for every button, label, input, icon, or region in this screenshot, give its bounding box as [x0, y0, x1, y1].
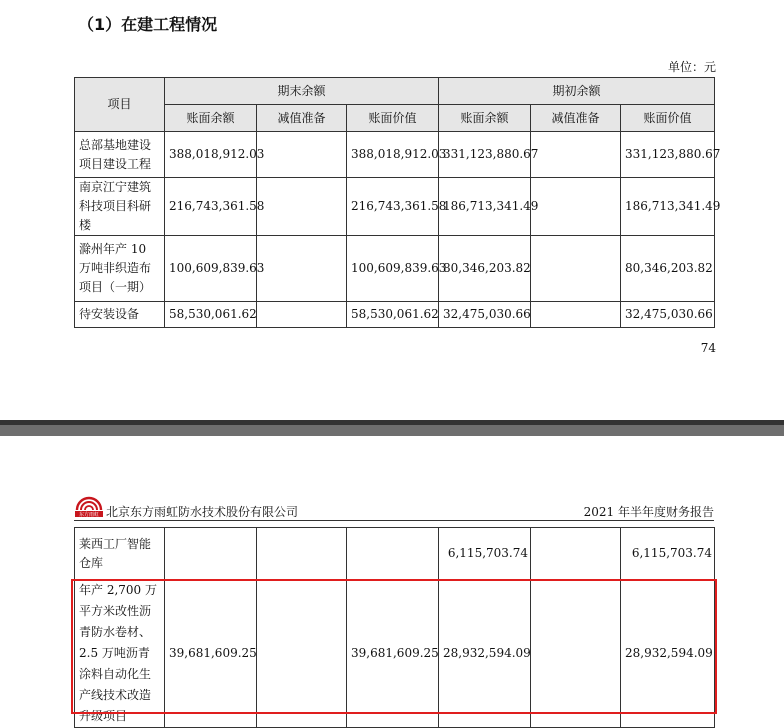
report-title: 2021 年半年度财务报告: [583, 505, 714, 519]
end-value: 388,018,912.03: [347, 132, 439, 178]
header-begin-book-balance: 账面余额: [439, 105, 531, 132]
header-item: 项目: [75, 78, 165, 132]
begin-value: 80,346,203.82: [621, 236, 715, 302]
header-end-impairment: 减值准备: [257, 105, 347, 132]
begin-impairment: [531, 580, 621, 728]
end-balance: 39,681,609.25: [165, 580, 257, 728]
company-name: 北京东方雨虹防水技术股份有限公司: [106, 505, 299, 519]
begin-value: 331,123,880.67: [621, 132, 715, 178]
end-value: 100,609,839.63: [347, 236, 439, 302]
table-row: [75, 528, 715, 580]
begin-value: 28,932,594.09: [621, 580, 715, 728]
begin-balance: 331,123,880.67: [439, 132, 531, 178]
row-name: 总部基地建设项目建设工程: [75, 132, 165, 178]
header-begin-book-value: 账面价值: [621, 105, 715, 132]
end-impairment: [257, 302, 347, 328]
construction-table-page2: [74, 527, 715, 728]
begin-impairment: [531, 132, 621, 178]
end-balance: [165, 528, 257, 580]
page-number: 74: [700, 341, 716, 355]
end-impairment: [257, 528, 347, 580]
end-balance: 388,018,912.03: [165, 132, 257, 178]
begin-balance: 32,475,030.66: [439, 302, 531, 328]
begin-value: 32,475,030.66: [621, 302, 715, 328]
end-impairment: [257, 178, 347, 236]
page-separator: [0, 420, 784, 436]
row-name: 年产 2,700 万平方米改性沥青防水卷材、2.5 万吨沥青涂料自动化生产线技术改造升级项目: [75, 580, 165, 728]
table-row: [75, 580, 715, 728]
table-row: [75, 132, 715, 178]
begin-value: 186,713,341.49: [621, 178, 715, 236]
section-title: （1）在建工程情况: [78, 15, 218, 34]
begin-impairment: [531, 528, 621, 580]
end-balance: 100,609,839.63: [165, 236, 257, 302]
page-header: [74, 490, 714, 521]
company-logo-icon: [74, 492, 104, 518]
header-begin-group: 期初余额: [439, 78, 715, 105]
unit-label: 单位：元: [667, 60, 716, 74]
begin-balance: 80,346,203.82: [439, 236, 531, 302]
begin-balance: 186,713,341.49: [439, 178, 531, 236]
table-row: [75, 302, 715, 328]
end-impairment: [257, 132, 347, 178]
construction-table-page1: [74, 77, 721, 328]
row-name: 待安装设备: [75, 302, 165, 328]
header-end-book-balance: 账面余额: [165, 105, 257, 132]
begin-balance: 6,115,703.74: [439, 528, 531, 580]
row-name: 莱西工厂智能仓库: [75, 528, 165, 580]
row-name: 滁州年产 10 万吨非织造布项目（一期）: [75, 236, 165, 302]
row-name: 南京江宁建筑科技项目科研楼: [75, 178, 165, 236]
begin-impairment: [531, 178, 621, 236]
begin-impairment: [531, 302, 621, 328]
begin-balance: 28,932,594.09: [439, 580, 531, 728]
table-row: [75, 178, 715, 236]
end-impairment: [257, 236, 347, 302]
begin-value: 6,115,703.74: [621, 528, 715, 580]
header-end-book-value: 账面价值: [347, 105, 439, 132]
header-end-group: 期末余额: [165, 78, 439, 105]
end-balance: 58,530,061.62: [165, 302, 257, 328]
end-value: [347, 528, 439, 580]
end-value: 58,530,061.62: [347, 302, 439, 328]
end-value: 39,681,609.25: [347, 580, 439, 728]
begin-impairment: [531, 236, 621, 302]
end-value: 216,743,361.58: [347, 178, 439, 236]
end-impairment: [257, 580, 347, 728]
table-row: [75, 236, 715, 302]
header-begin-impairment: 减值准备: [531, 105, 621, 132]
logo-text: 东方雨虹: [78, 512, 100, 518]
end-balance: 216,743,361.58: [165, 178, 257, 236]
